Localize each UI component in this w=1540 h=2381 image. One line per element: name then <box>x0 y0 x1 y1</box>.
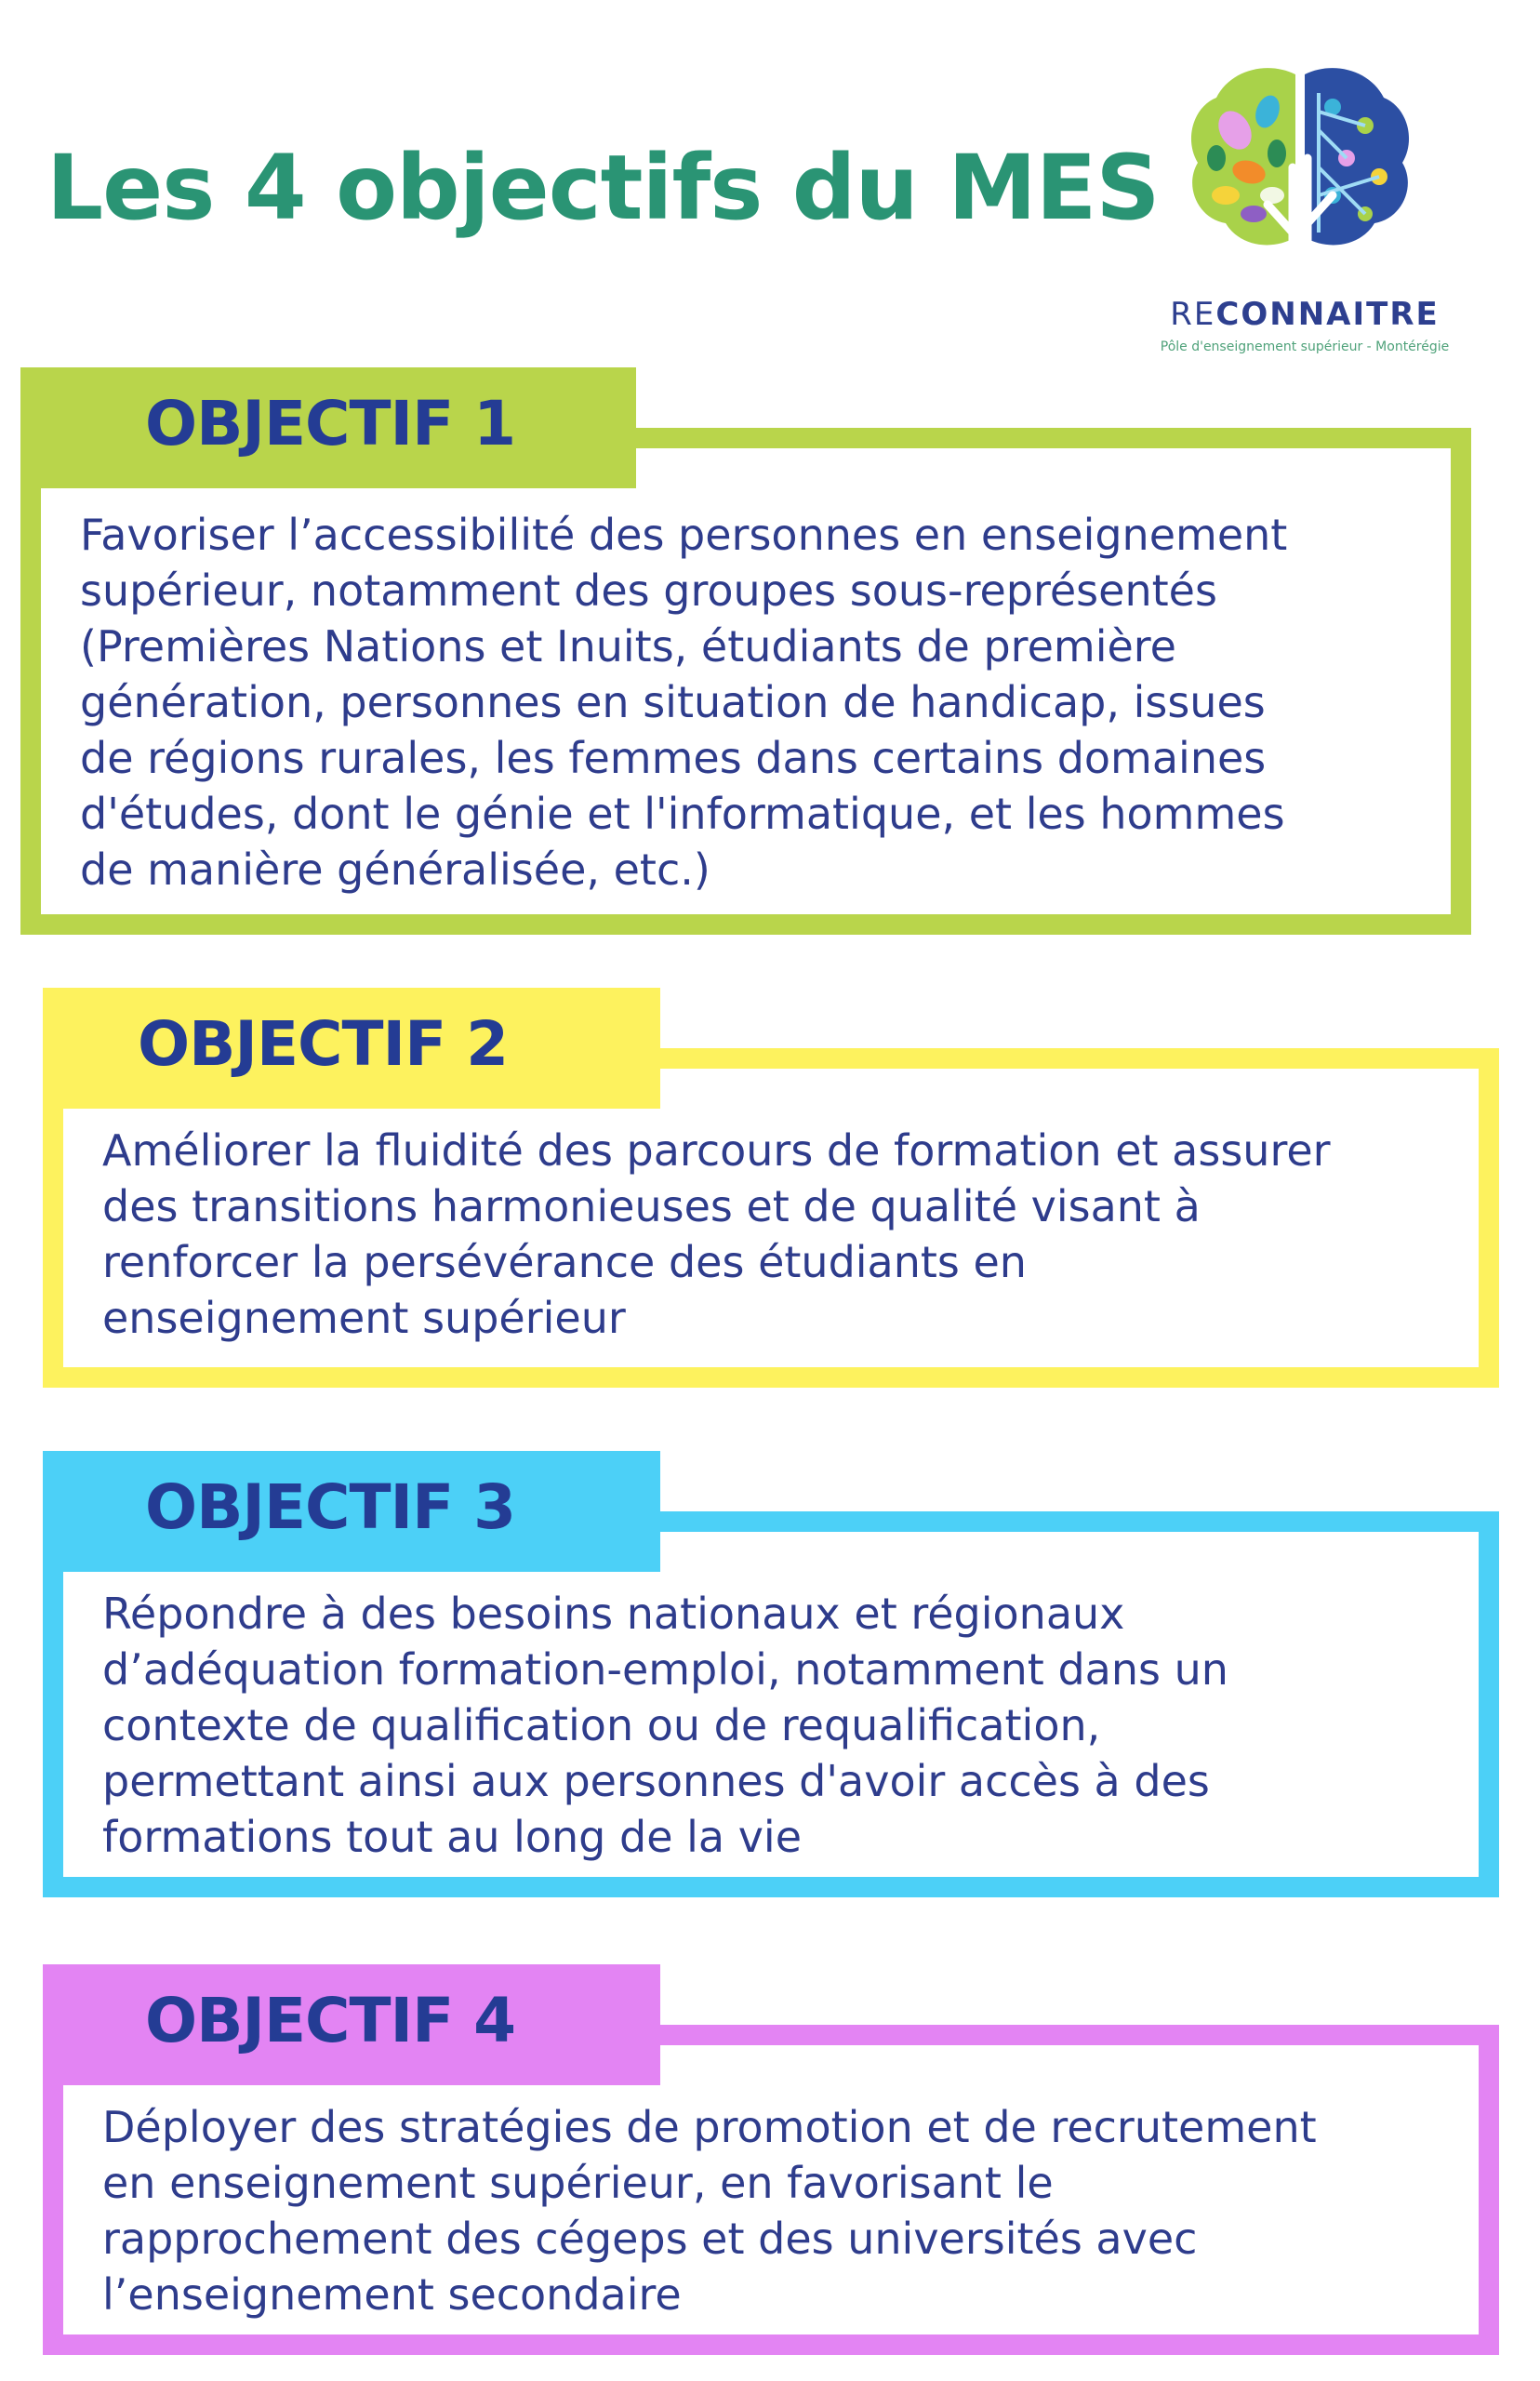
objective-2-tab <box>43 988 660 1109</box>
page-title: Les 4 objectifs du MES <box>46 136 1160 240</box>
objective-3-card <box>43 1451 1499 1897</box>
objective-3-tab <box>43 1451 660 1572</box>
objective-4-text: Déployer des stratégies de promotion et de recrutement en enseignement supérieur, en favorisant le rapprochement des cégeps et des universités avec l’enseignement secondaire <box>102 2102 1317 2320</box>
objective-2-text: Améliorer la fluidité des parcours de formation et assurer des transitions harmonieuses et de qualité visant à renforcer la persévérance des étudiants en enseignement supérieur <box>102 1125 1331 1343</box>
objective-2-card <box>43 988 1499 1388</box>
logo-name: RECONNAITRE <box>1170 296 1440 333</box>
objective-2-label: OBJECTIF 2 <box>138 1008 509 1080</box>
objective-1-card <box>20 367 1471 935</box>
objective-3-text: Répondre à des besoins nationaux et régionaux d’adéquation formation-emploi, notamment dans un contexte de qualification ou de requalification, permettant ainsi aux personnes d'avoir accès à des formations tout au long de la vie <box>102 1589 1228 1862</box>
brain-tree-icon <box>1179 56 1421 288</box>
objective-4-tab <box>43 1964 660 2085</box>
objective-1-tab <box>20 367 636 488</box>
objective-1-label: OBJECTIF 1 <box>145 388 516 459</box>
reconnaitre-logo <box>1142 56 1458 363</box>
objective-4-label: OBJECTIF 4 <box>145 1985 516 2056</box>
objective-1-text: Favoriser l’accessibilité des personnes en enseignement supérieur, notamment des groupes sous-représentés (Premières Nations et Inuits, étudiants de première génération, personnes en situation de handicap, issues de régions rurales, les femmes dans certains domaines d'études, dont le génie et l'informatique, et les hommes de manière généralisée, etc.) <box>80 510 1288 895</box>
objective-3-label: OBJECTIF 3 <box>145 1471 516 1543</box>
logo-subtitle: Pôle d'enseignement supérieur - Montérégie <box>1160 339 1450 354</box>
objective-4-card <box>43 1964 1499 2355</box>
